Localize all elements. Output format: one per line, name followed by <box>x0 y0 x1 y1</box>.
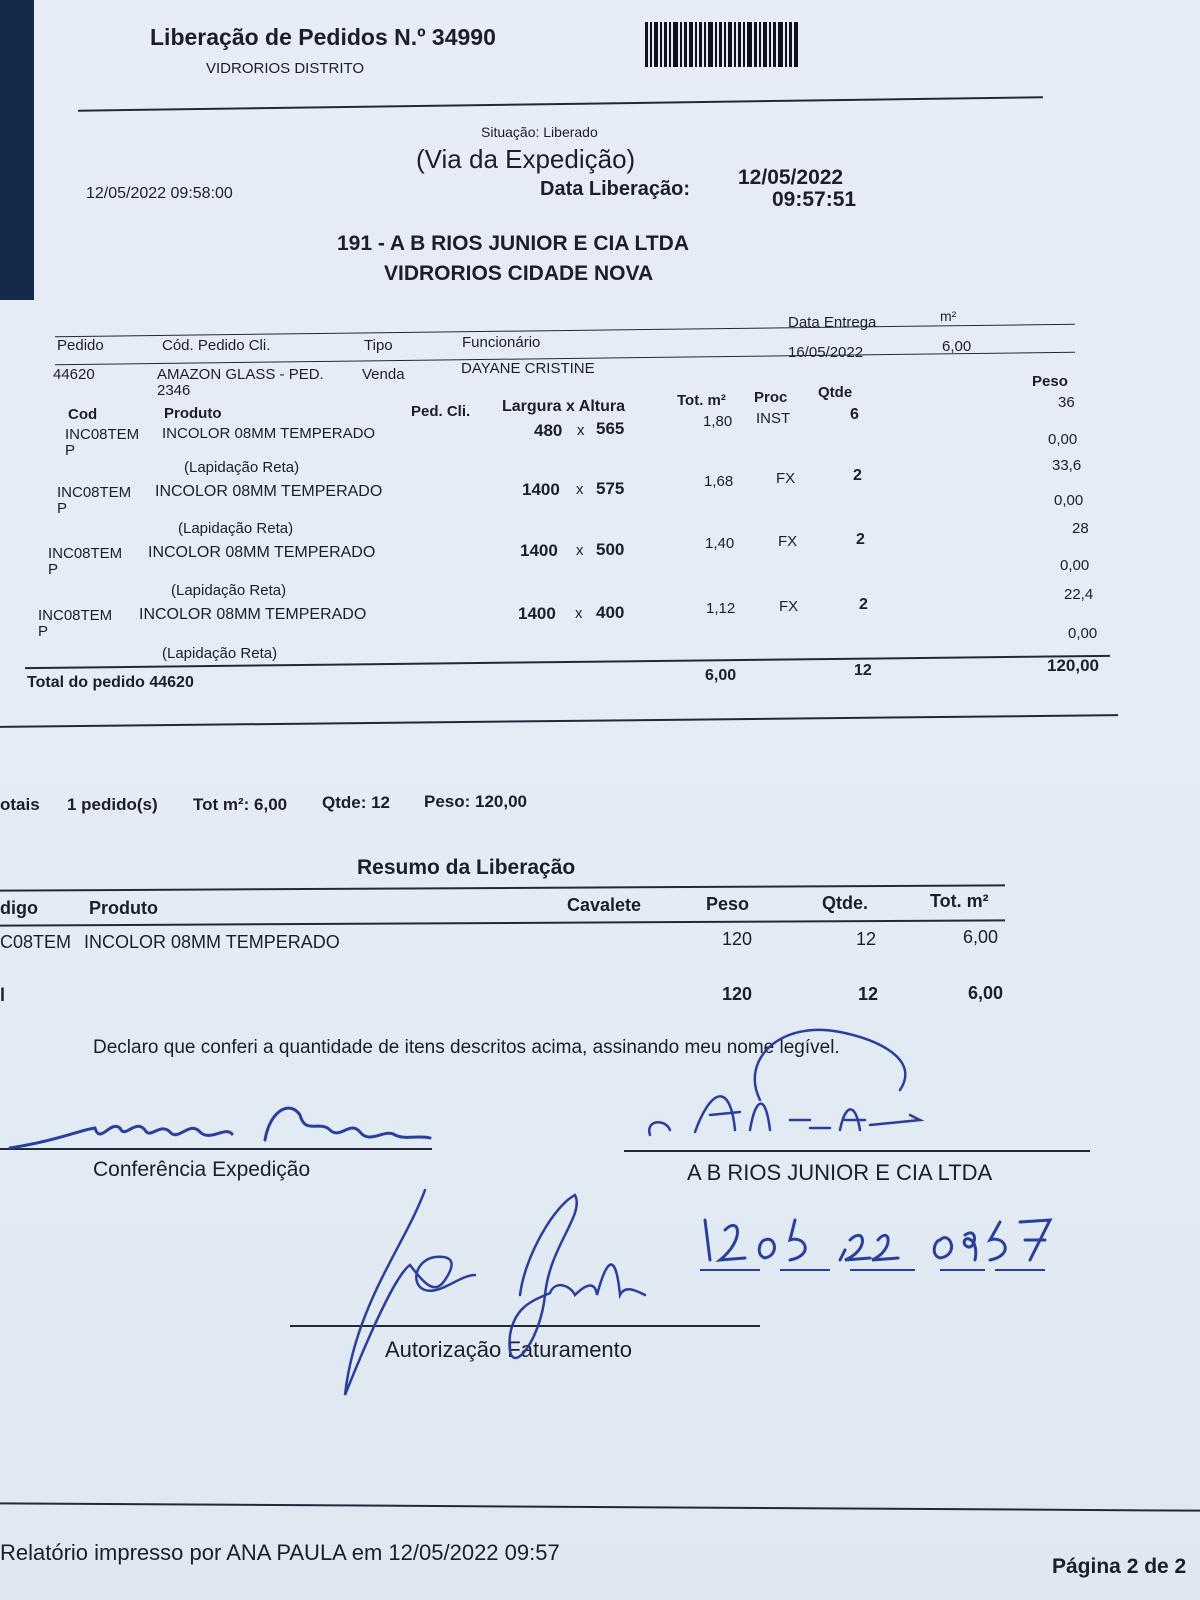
item-1-tot-m2: 1,80 <box>703 413 733 430</box>
declaration-text: Declaro que conferi a quantidade de itens descritos acima, assinando meu nome legível. <box>93 1037 840 1058</box>
item-2-cod-suffix: P <box>57 500 68 517</box>
printed-datetime: 12/05/2022 09:58:00 <box>86 185 233 202</box>
item-2-produto: INCOLOR 08MM TEMPERADO <box>155 483 383 500</box>
resumo-row-codigo: C08TEM <box>0 932 72 952</box>
resumo-row-produto: INCOLOR 08MM TEMPERADO <box>84 932 340 952</box>
order-data-entrega: 16/05/2022 <box>788 344 864 361</box>
item-2-x: x <box>576 481 584 498</box>
item-4-produto: INCOLOR 08MM TEMPERADO <box>139 606 367 623</box>
barcode <box>645 22 810 67</box>
item-1-produto: INCOLOR 08MM TEMPERADO <box>162 425 376 442</box>
resumo-col-tot-m2: Tot. m² <box>930 891 989 911</box>
resumo-title: Resumo da Liberação <box>357 856 576 879</box>
resumo-col-qtde: Qtde. <box>822 893 869 913</box>
company-label: A B RIOS JUNIOR E CIA LTDA <box>687 1160 993 1185</box>
totals-label: otais <box>0 795 40 814</box>
item-1-x: x <box>577 422 585 439</box>
totals-pedidos: 1 pedido(s) <box>67 795 158 814</box>
order-total-label: Total do pedido 44620 <box>27 674 194 691</box>
item-3-peso: 28 <box>1072 520 1089 537</box>
company-signature-line <box>624 1150 1090 1152</box>
item-3-proc: FX <box>778 533 798 550</box>
resumo-col-cavalete: Cavalete <box>567 895 642 915</box>
order-cod-pedido-cli: AMAZON GLASS - PED. <box>157 366 324 383</box>
col-data-entrega: Data Entrega <box>788 314 877 331</box>
item-2-qtde: 2 <box>853 467 862 484</box>
item-3-x: x <box>576 542 584 559</box>
item-1-lapidacao: (Lapidação Reta) <box>184 459 300 476</box>
item-2-peso-2: 0,00 <box>1054 492 1084 509</box>
item-2-cod: INC08TEM <box>57 484 132 501</box>
item-3-produto: INCOLOR 08MM TEMPERADO <box>148 544 376 561</box>
data-liberacao-time: 09:57:51 <box>772 188 857 211</box>
items-col-cod: Cod <box>68 406 98 423</box>
order-cod-pedido-cli-line2: 2346 <box>157 382 191 399</box>
item-2-tot-m2: 1,68 <box>704 473 734 490</box>
order-total-qtde: 12 <box>854 662 872 679</box>
conferencia-label: Conferência Expedição <box>93 1158 311 1181</box>
item-1-proc: INST <box>756 410 791 427</box>
data-liberacao-label: Data Liberação: <box>540 178 691 200</box>
via-label: (Via da Expedição) <box>416 144 636 174</box>
items-col-qtde: Qtde <box>818 384 853 401</box>
item-3-altura: 500 <box>596 540 625 559</box>
item-3-cod: INC08TEM <box>48 545 123 562</box>
item-4-peso: 22,4 <box>1064 586 1094 603</box>
background-edge <box>0 0 34 300</box>
data-liberacao-date: 12/05/2022 <box>738 166 844 189</box>
resumo-total-peso: 120 <box>722 984 753 1004</box>
item-3-largura: 1400 <box>520 541 558 560</box>
item-3-tot-m2: 1,40 <box>705 535 735 552</box>
client-branch: VIDRORIOS CIDADE NOVA <box>384 262 654 285</box>
client-name: 191 - A B RIOS JUNIOR E CIA LTDA <box>337 232 689 255</box>
order-total-peso: 120,00 <box>1047 656 1099 675</box>
col-cod-pedido-cli: Cód. Pedido Cli. <box>162 337 271 354</box>
item-2-proc: FX <box>776 470 796 487</box>
resumo-total-qtde: 12 <box>858 984 879 1004</box>
totals-qtde: Qtde: 12 <box>322 793 391 812</box>
order-m2: 6,00 <box>942 338 972 355</box>
resumo-col-codigo: digo <box>0 898 38 918</box>
item-1-peso: 36 <box>1058 394 1075 411</box>
company-signature <box>640 1020 940 1150</box>
col-funcionario: Funcionário <box>462 334 541 351</box>
item-3-lapidacao: (Lapidação Reta) <box>171 582 287 599</box>
handwritten-date <box>700 1210 1100 1280</box>
item-1-cod: INC08TEM <box>65 426 140 443</box>
item-4-lapidacao: (Lapidação Reta) <box>162 645 278 662</box>
item-4-peso-2: 0,00 <box>1068 625 1098 642</box>
resumo-row-tot-m2: 6,00 <box>963 927 999 947</box>
conferencia-signature <box>0 1090 440 1160</box>
item-1-altura: 565 <box>596 419 625 438</box>
autorizacao-signature <box>335 1185 665 1405</box>
item-1-cod-suffix: P <box>65 442 76 459</box>
item-1-largura: 480 <box>534 421 563 440</box>
footer-printed-by: Relatório impresso por ANA PAULA em 12/05/2022 09:57 <box>0 1540 560 1565</box>
order-tipo: Venda <box>362 366 405 383</box>
item-4-proc: FX <box>779 598 799 615</box>
items-col-proc: Proc <box>754 389 788 406</box>
footer-page-number: Página 2 de 2 <box>1052 1555 1187 1578</box>
resumo-row-qtde: 12 <box>856 929 877 949</box>
items-col-ped-cli: Ped. Cli. <box>411 403 471 420</box>
item-1-qtde: 6 <box>850 406 859 423</box>
resumo-row-peso: 120 <box>722 929 753 949</box>
resumo-total-label: l <box>0 985 6 1005</box>
item-4-cod: INC08TEM <box>38 607 113 624</box>
autorizacao-label: Autorização Faturamento <box>385 1337 633 1362</box>
item-4-qtde: 2 <box>859 596 868 613</box>
col-m2: m² <box>940 308 957 324</box>
items-col-tot-m2: Tot. m² <box>677 392 726 409</box>
totals-m2: Tot m²: 6,00 <box>193 795 288 814</box>
item-4-largura: 1400 <box>518 604 556 623</box>
item-2-largura: 1400 <box>522 480 560 499</box>
order-funcionario: DAYANE CRISTINE <box>461 360 595 377</box>
item-3-qtde: 2 <box>856 531 865 548</box>
item-2-altura: 575 <box>596 479 625 498</box>
resumo-col-peso: Peso <box>706 894 750 914</box>
item-4-tot-m2: 1,12 <box>706 600 736 617</box>
col-pedido: Pedido <box>57 337 104 354</box>
item-2-peso: 33,6 <box>1052 457 1082 474</box>
document-subtitle: VIDRORIOS DISTRITO <box>206 60 365 77</box>
totals-peso: Peso: 120,00 <box>424 792 528 811</box>
item-4-cod-suffix: P <box>38 623 49 640</box>
item-4-altura: 400 <box>596 603 625 622</box>
item-4-x: x <box>575 605 583 622</box>
items-col-dims: Largura x Altura <box>502 398 625 415</box>
item-3-cod-suffix: P <box>48 561 59 578</box>
item-3-peso-2: 0,00 <box>1060 557 1090 574</box>
resumo-col-produto: Produto <box>89 898 158 918</box>
situacao-status: Situação: Liberado <box>481 124 598 140</box>
document-title: Liberação de Pedidos N.º 34990 <box>150 24 496 50</box>
item-2-lapidacao: (Lapidação Reta) <box>178 520 294 537</box>
order-pedido: 44620 <box>53 366 95 383</box>
resumo-total-tot-m2: 6,00 <box>968 983 1004 1003</box>
col-tipo: Tipo <box>364 337 393 354</box>
order-total-m2: 6,00 <box>705 667 737 684</box>
item-1-peso-2: 0,00 <box>1048 431 1078 448</box>
items-col-peso: Peso <box>1032 373 1068 390</box>
items-col-produto: Produto <box>164 405 222 422</box>
